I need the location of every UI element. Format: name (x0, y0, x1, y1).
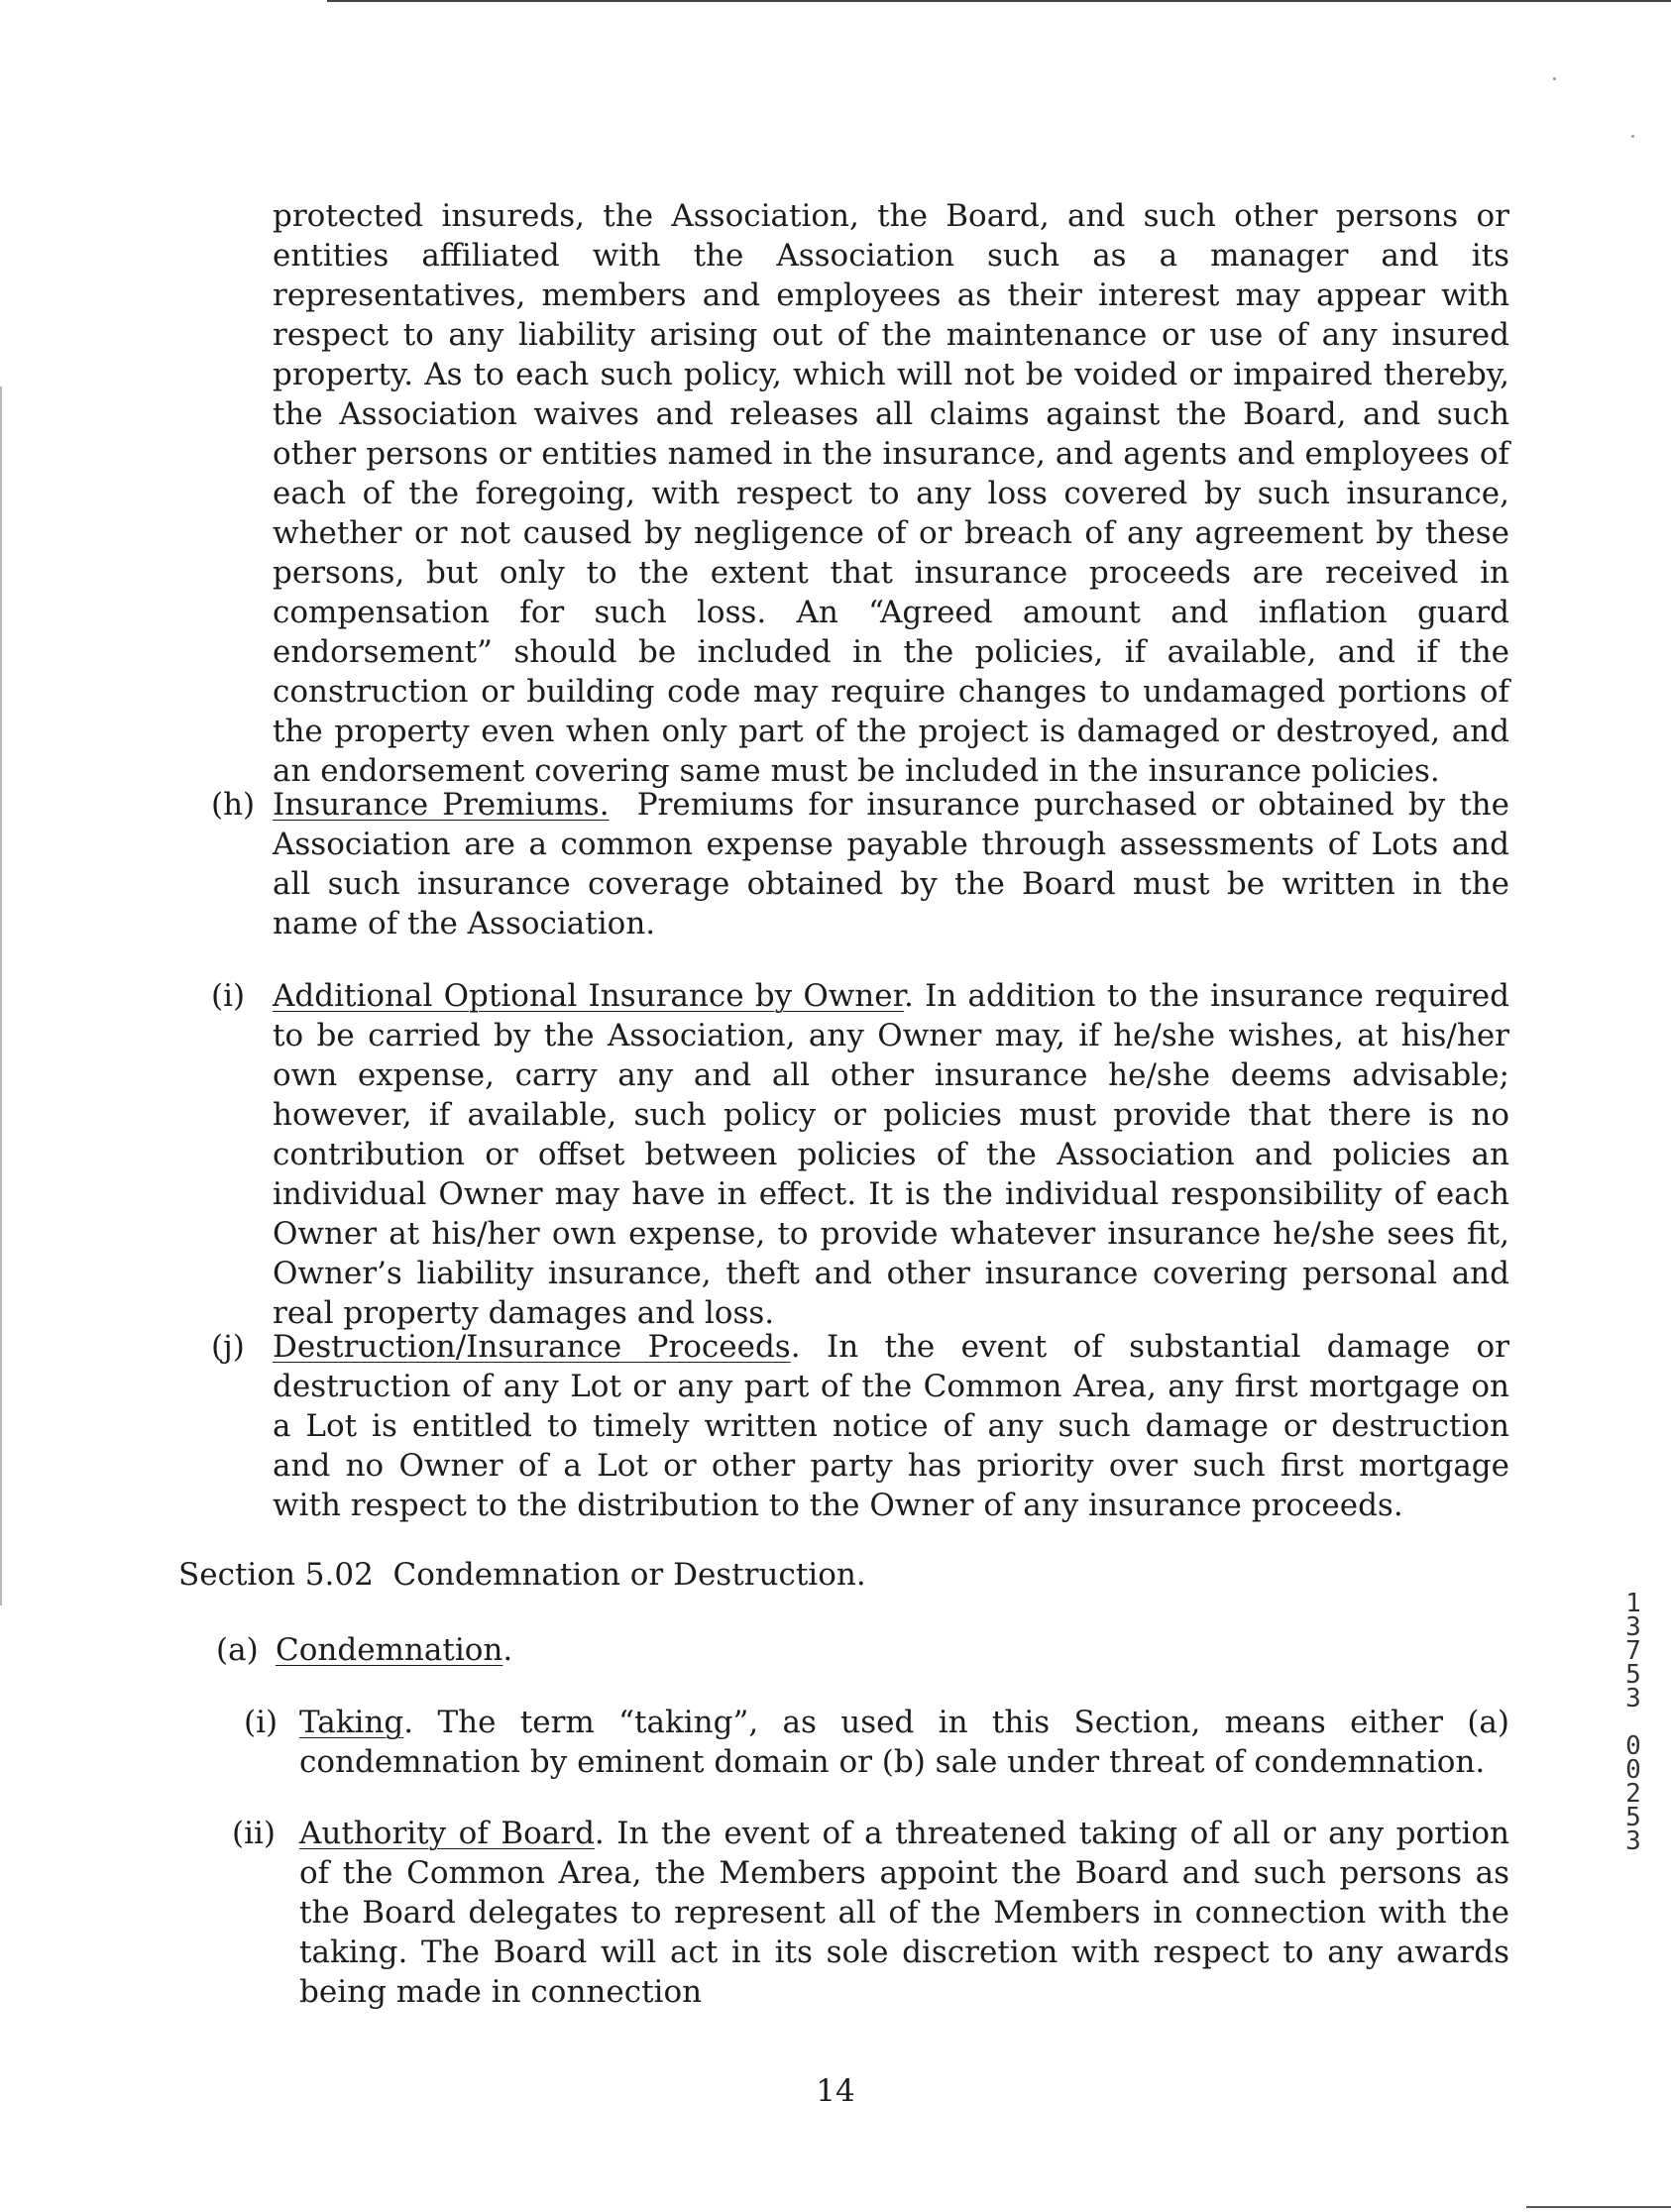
item-h-label: (h) (211, 787, 256, 823)
section-heading: Section 5.02 Condemnation or Destruction. (178, 1557, 866, 1593)
item-h-text: Premiums for insurance purchased or obtained by the Association are a common expense payable through assessments of Lots and all such insurance coverage obtained by the Board must be written in the name of the Association. (273, 787, 1509, 941)
sub-a-i-paragraph (299, 1703, 1509, 1782)
item-j-paragraph (273, 1327, 1509, 1525)
bottom-scan-rule (1526, 2206, 1671, 2208)
item-j-label: (j) (211, 1329, 245, 1365)
stamp-digit: 0 (1625, 1755, 1641, 1785)
scan-speck (1553, 77, 1556, 80)
stamp-digit: 3 (1625, 1612, 1641, 1642)
stamp-digit: 7 (1625, 1636, 1641, 1666)
item-j-text: . In the event of substantial damage or destruction of any Lot or any part of the Common Area, any first mortgage on a Lot is entitled to timely written notice of any such damage or destruction and no Owner of a Lot or other party has priority over such first mortgage with respect to the distribution to the Owner of any insurance proceeds. (273, 1329, 1510, 1523)
paragraph-g-continuation: protected insureds, the Association, the Board, and such other persons or entities affiliated with the Association such as a manager and its representatives, members and employees as their interest may appear with respect to any liability arising out of the maintenance or use of any insured property. As to each such policy, which will not be voided or impaired thereby, the Association waives and releases all claims against the Board, and such other persons or entities named in the insurance, and agents and employees of each of the foregoing, with respect to any loss covered by such insurance, whether or not caused by negligence of or breach of any agreement by these persons, but only to the extent that insurance proceeds are received in compensation for such loss. An “Agreed amount and inflation guard endorsement” should be included in the policies, if available, and if the construction or building code may require changes to undamaged portions of the property even when only part of the project is damaged or destroyed, and an endorsement covering same must be included in the insurance policies. (273, 198, 1509, 789)
stamp-digit: 3 (1625, 1826, 1641, 1856)
item-i-paragraph (273, 976, 1509, 1333)
sub-a-ii-title: Authority of Board (299, 1816, 595, 1851)
top-scan-rule (327, 0, 1671, 2)
sub-a-i-text: . The term “taking”, as used in this Section, means either (a) condemnation by eminent domain or (b) sale under threat of condemnation. (299, 1705, 1509, 1780)
sub-a-ii-text: . In the event of a threatened taking of all or any portion of the Common Area, the Members appoint the Board and such persons as the Board delegates to represent all of the Members in connection with the taking. The Board will act in its sole discretion with respect to any awards being made in connection (299, 1816, 1509, 2010)
sub-a-ii-label: (ii) (232, 1816, 277, 1851)
recording-stamp (1614, 1589, 1653, 1856)
stamp-digit: 5 (1625, 1660, 1641, 1690)
sub-a-i-title: Taking (299, 1705, 404, 1740)
sub-a-ii-paragraph (299, 1814, 1509, 2012)
left-scan-edge (0, 387, 2, 1605)
item-h-paragraph (273, 785, 1509, 943)
item-i-text: . In addition to the insurance required to be carried by the Association, any Owner may, if he/she wishes, at his/her own expense, carry any and all other insurance he/she deems advisable; however, if available, such policy or policies must provide that there is no contribution or offset between policies of the Association and policies an individual Owner may have in effect. It is the individual responsibility of each Owner at his/her own expense, to provide whatever insurance he/she sees fit, Owner’s liability insurance, theft and other insurance covering personal and real property damages and loss. (273, 978, 1509, 1331)
page-number: 14 (816, 2073, 855, 2109)
item-h-title: Insurance Premiums. (273, 787, 610, 823)
stamp-digit: 1 (1625, 1589, 1641, 1618)
scan-speck (1631, 135, 1634, 138)
stamp-digit: 0 (1625, 1731, 1641, 1761)
item-i-title: Additional Optional Insurance by Owner (273, 978, 905, 1014)
sub-a-suffix: . (502, 1632, 513, 1668)
sub-a-heading (276, 1630, 512, 1670)
stamp-digit: 3 (1625, 1684, 1641, 1714)
item-i-label: (i) (211, 978, 246, 1014)
item-j-title: Destruction/Insurance Proceeds (273, 1329, 791, 1365)
sub-a-label: (a) (216, 1632, 259, 1668)
sub-a-i-label: (i) (244, 1705, 278, 1740)
stamp-digit: 5 (1625, 1803, 1641, 1832)
stamp-digit: 2 (1625, 1779, 1641, 1809)
sub-a-title: Condemnation (276, 1632, 503, 1668)
